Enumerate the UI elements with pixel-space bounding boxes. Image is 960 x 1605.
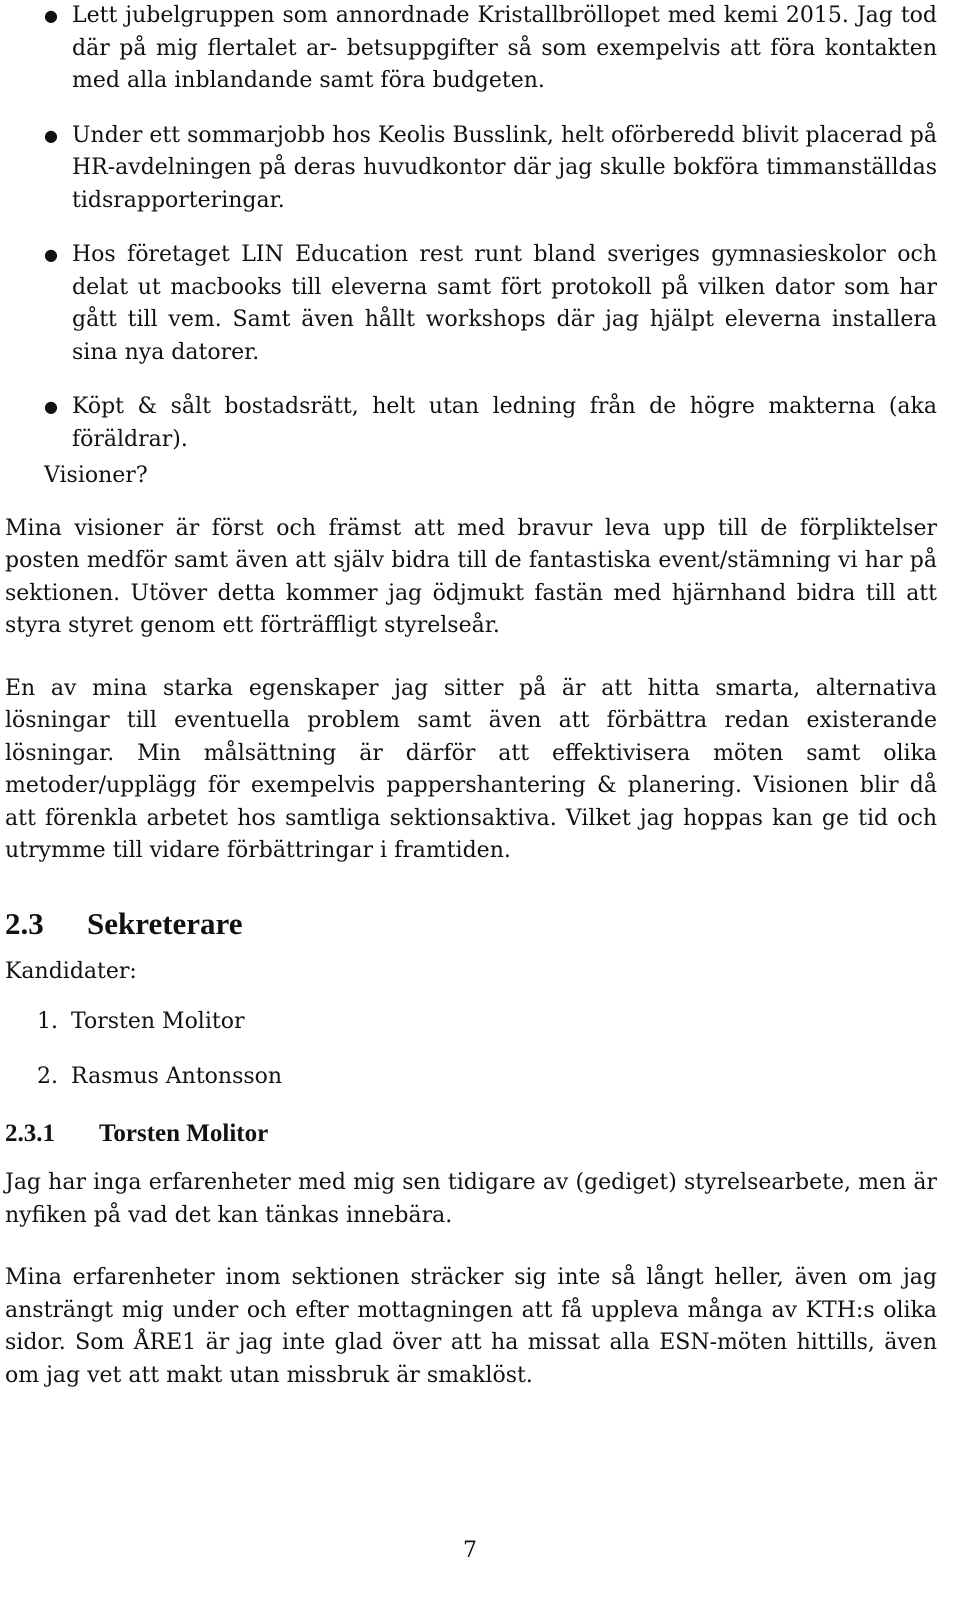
list-item xyxy=(5,1061,937,1094)
strengths-paragraph: En av mina starka egenskaper jag sitter på är att hitta smarta, alternativa lösningar till eventuella problem samt även att förbättra redan existerande lösningar. Min målsättning är därför att effektivisera möten samt olika metoder/upplägg för exempelvis pappershantering & planering. Visionen blir då att förenkla arbetet hos samtliga sektionsaktiva. Vilket jag hoppas kan ge tid och utrymme till vidare förbättringar i framtiden. xyxy=(5,675,937,863)
experience-paragraph: Jag har inga erfarenheter med mig sen tidigare av (gediget) styrelsearbete, men är nyfiken på vad det kan tänkas innebära. xyxy=(5,1170,937,1228)
candidates-list xyxy=(5,1006,937,1093)
bullet-icon: ● xyxy=(44,125,58,145)
subsection-title: Torsten Molitor xyxy=(99,1120,269,1147)
list-item xyxy=(5,1006,937,1039)
list-item xyxy=(5,120,937,218)
list-item xyxy=(5,0,937,98)
document-page xyxy=(5,0,937,1422)
bullet-icon: ● xyxy=(44,397,58,416)
bullet-text: Under ett sommarjobb hos Keolis Busslink, helt oförberedd blivit placerad på HR-avdelningen på deras huvudkontor där jag skulle bokföra timmanställdas tidsrapporteringar. xyxy=(72,122,937,213)
subsection-heading xyxy=(5,1117,937,1151)
section-experience-paragraph: Mina erfarenheter inom sektionen sträcker sig inte så långt heller, även om jag ansträngt mig under och efter mottagningen att få uppleva många av KTH:s olika sidor. Som ÅRE1 är jag inte glad över att ha missat alla ESN-möten hittills, även om jag vet att makt utan missbruk är smaklöst. xyxy=(5,1265,937,1388)
visions-label: Visioner? xyxy=(44,463,148,488)
bullet-icon: ● xyxy=(44,6,58,25)
bullet-text: Köpt & sålt bostadsrätt, helt utan ledning från de högre makterna (aka föräldrar). xyxy=(72,394,937,452)
candidate-name: Rasmus Antonsson xyxy=(71,1063,283,1089)
subsection-number: 2.3.1 xyxy=(5,1120,55,1147)
candidates-label: Kandidater: xyxy=(5,958,137,984)
list-item xyxy=(5,391,937,456)
candidate-number: 2. xyxy=(37,1063,58,1089)
candidate-number: 1. xyxy=(37,1009,58,1034)
page-number: 7 xyxy=(463,1538,477,1563)
candidate-name: Torsten Molitor xyxy=(71,1009,245,1034)
list-item xyxy=(5,239,937,369)
visions-paragraph: Mina visioner är först och främst att med bravur leva upp till de förpliktelser posten medför samt även att själv bidra till de fantastiska event/stämning vi har på sektionen. Utöver detta kommer jag ödjmukt fastän med hjärnhand bidra till att styra styret genom ett förträffligt styrelseår. xyxy=(5,515,937,638)
bullet-text: Lett jubelgruppen som annordnade Kristallbröllopet med kemi 2015. Jag tod där på mig flertalet ar- betsuppgifter så som exempelvis att föra kontakten med alla inblandande samt föra budgeten. xyxy=(72,3,937,93)
experience-bullet-list xyxy=(5,0,937,456)
section-number: 2.3 xyxy=(5,905,44,941)
bullet-text: Hos företaget LIN Education rest runt bland sveriges gymnasieskolor och delat ut macbooks till eleverna samt fört protokoll på vilken dator som har gått till vem. Samt även hållt workshops där jag hjälpt eleverna installera sina nya datorer. xyxy=(72,242,937,365)
section-title: Sekreterare xyxy=(87,905,243,941)
section-heading xyxy=(5,902,937,946)
bullet-icon: ● xyxy=(44,245,58,264)
